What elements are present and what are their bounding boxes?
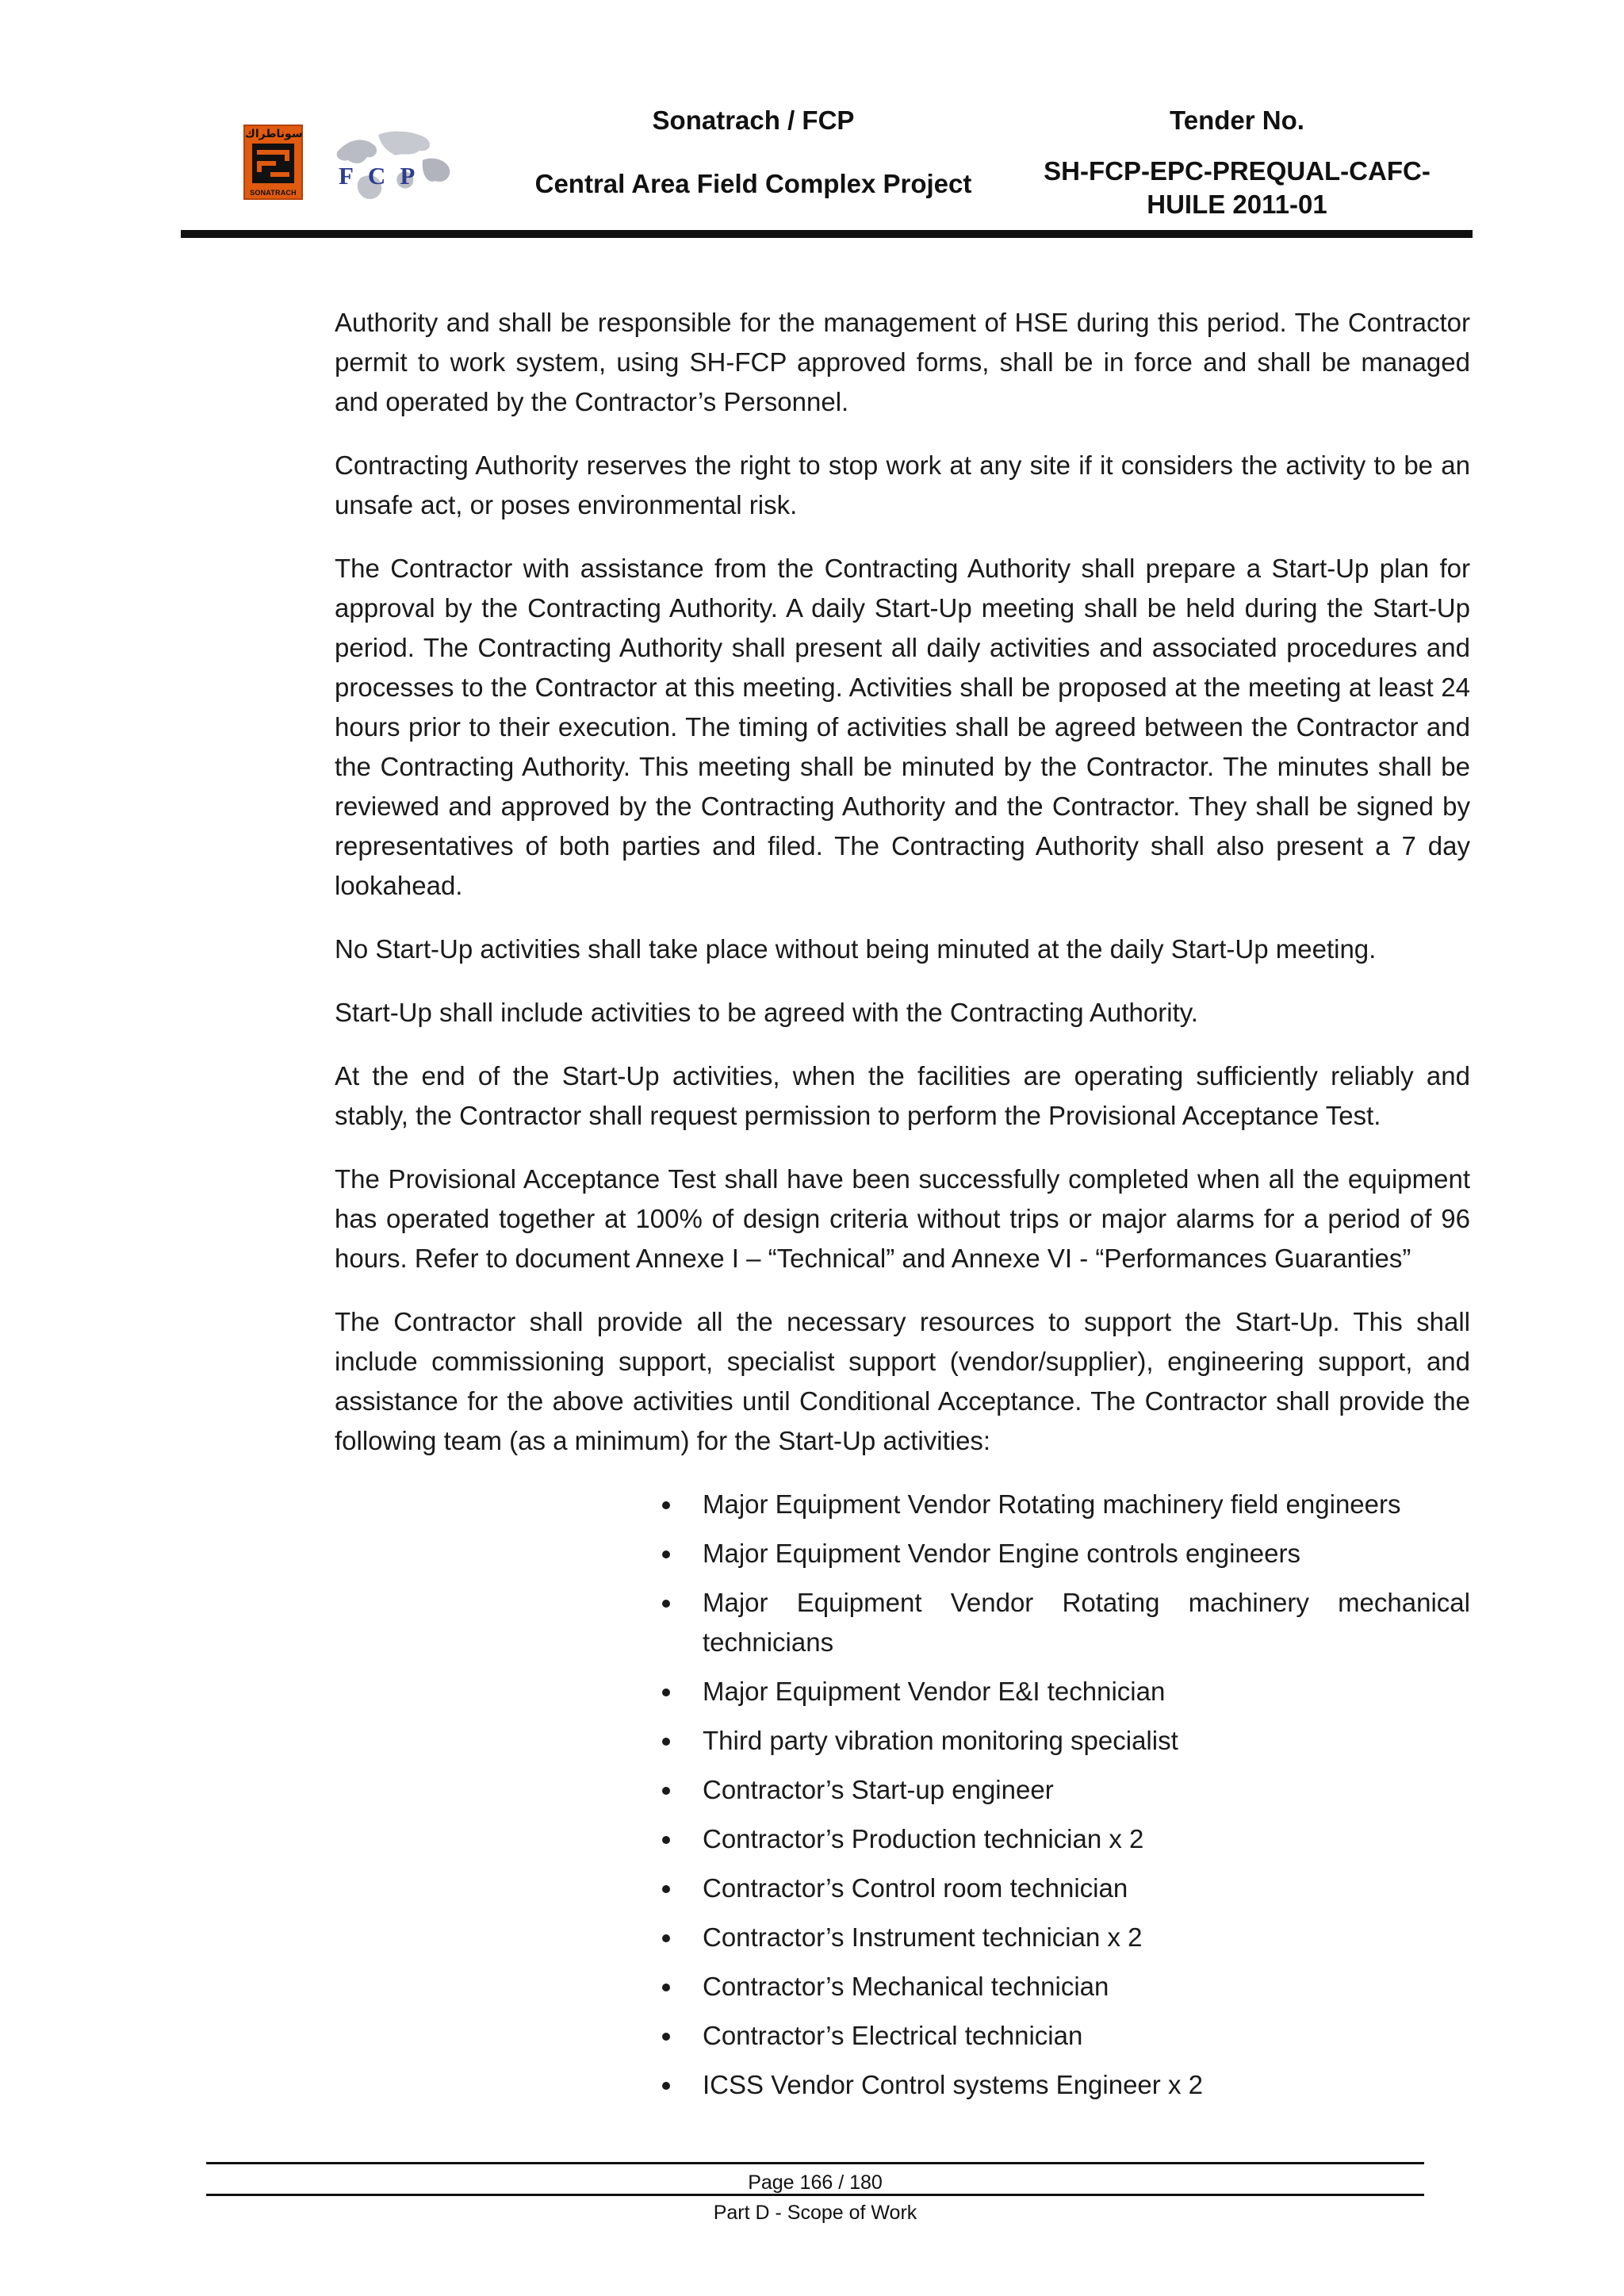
sonatrach-logo-arabic: سوناطراك [245, 128, 303, 140]
document-body [335, 303, 1470, 2114]
bullet-icon [662, 1836, 670, 1844]
list-item-text: Major Equipment Vendor E&I technician [703, 1677, 1166, 1706]
bullet-icon [662, 1787, 670, 1795]
sonatrach-logo-name: SONATRACH [250, 189, 297, 197]
paragraph-no-startup: No Start-Up activities shall take place without being minuted at the daily Start-Up meeting. [335, 934, 1377, 964]
list-item-text: Contractor’s Start-up engineer [703, 1775, 1054, 1804]
list-item [677, 2016, 1470, 2056]
footer-divider-top [206, 2162, 1424, 2164]
list-item-text: Major Equipment Vendor Rotating machinery field engineers [703, 1489, 1401, 1519]
list-item-text: Contractor’s Electrical technician [703, 2021, 1083, 2050]
sonatrach-logo [243, 125, 303, 200]
list-item [677, 1485, 1470, 1524]
list-item-text: Contractor’s Instrument technician x 2 [703, 1922, 1143, 1952]
header-title: Sonatrach / FCP [652, 105, 855, 135]
page-header [0, 0, 1624, 238]
bullet-icon [662, 1550, 670, 1558]
bullet-icon [662, 2033, 670, 2041]
list-item [677, 1967, 1470, 2007]
fcp-logo [329, 128, 456, 204]
list-item-text: Contractor’s Control room technician [703, 1873, 1128, 1903]
list-item [677, 1770, 1470, 1810]
paragraph-stop-work: Contracting Authority reserves the right to stop work at any site if it considers the activity to be an unsafe act, or poses environmental risk. [335, 450, 1470, 519]
list-item [677, 1918, 1470, 1957]
bullet-icon [662, 1600, 670, 1608]
page-number: Page 166 / 180 [748, 2171, 883, 2194]
bullet-icon [662, 1738, 670, 1746]
paragraph-resources: The Contractor shall provide all the necessary resources to support the Start-Up. This shall include commissioning support, specialist support (vendor/supplier), engineering support, and assistance for the above activities until Conditional Acceptance. The Contractor shall provide the following team (as a minimum) for the Start-Up activities: [335, 1307, 1470, 1455]
bullet-icon [662, 1984, 670, 1991]
tender-label: Tender No. [1170, 105, 1304, 135]
document-part: Part D - Scope of Work [713, 2202, 917, 2224]
bullet-icon [662, 1688, 670, 1696]
bullet-icon [662, 2082, 670, 2090]
tender-number: SH-FCP-EPC-PREQUAL-CAFC-HUILE 2011-01 [1044, 156, 1431, 219]
list-item-text: Major Equipment Vendor Rotating machinery mechanical technicians [703, 1588, 1470, 1657]
list-item-text: Contractor’s Production technician x 2 [703, 1824, 1144, 1853]
header-subtitle: Central Area Field Complex Project [534, 169, 972, 198]
list-item-text: Third party vibration monitoring specialist [703, 1726, 1178, 1755]
list-item [677, 2065, 1470, 2105]
list-item [677, 1869, 1470, 1908]
list-item-text: ICSS Vendor Control systems Engineer x 2 [703, 2070, 1203, 2099]
list-item-text: Contractor’s Mechanical technician [703, 1972, 1109, 2001]
paragraph-startup-include: Start-Up shall include activities to be agreed with the Contracting Authority. [335, 998, 1198, 1027]
list-item [677, 1672, 1470, 1711]
list-item [677, 1534, 1470, 1573]
header-divider [181, 230, 1473, 238]
paragraph-hse-authority: Authority and shall be responsible for the management of HSE during this period. The Contractor permit to work system, using SH-FCP approved forms, shall be in force and shall be managed and operated by the Contractor’s Personnel. [335, 308, 1470, 416]
list-item [677, 1583, 1470, 1662]
list-item-text: Major Equipment Vendor Engine controls engineers [703, 1539, 1300, 1568]
list-item [677, 1721, 1470, 1761]
sonatrach-emblem-icon [252, 144, 294, 183]
bullet-icon [662, 1934, 670, 1942]
startup-team-list [335, 1485, 1470, 2105]
paragraph-startup-plan: The Contractor with assistance from the Contracting Authority shall prepare a Start-Up plan for approval by the Contracting Authority. A daily Start-Up meeting shall be held during the Start-Up period. The Contracting Authority shall present all daily activities and associated procedures and processes to the Contractor at this meeting. Activities shall be proposed at the meeting at least 24 hours prior to their execution. The timing of activities shall be agreed between the Contractor and the Contracting Authority. This meeting shall be minuted by the Contractor. The minutes shall be reviewed and approved by the Contracting Authority and the Contractor. They shall be signed by representatives of both parties and filed. The Contracting Authority shall also present a 7 day lookahead. [335, 554, 1470, 900]
bullet-icon [662, 1885, 670, 1893]
paragraph-end-startup: At the end of the Start-Up activities, when the facilities are operating sufficiently reliably and stably, the Contractor shall request permission to perform the Provisional Acceptance Test. [335, 1061, 1470, 1130]
bullet-icon [662, 1501, 670, 1509]
list-item [677, 1819, 1470, 1859]
footer-divider-middle [206, 2194, 1424, 2196]
fcp-logo-letters: FCP [339, 162, 430, 190]
paragraph-acceptance-test: The Provisional Acceptance Test shall have been successfully completed when all the equipment has operated together at 100% of design criteria without trips or major alarms for a period of 96 hours. Refer to document Annexe I – “Technical” and Annexe VI - “Performances Guaranties” [335, 1164, 1470, 1273]
